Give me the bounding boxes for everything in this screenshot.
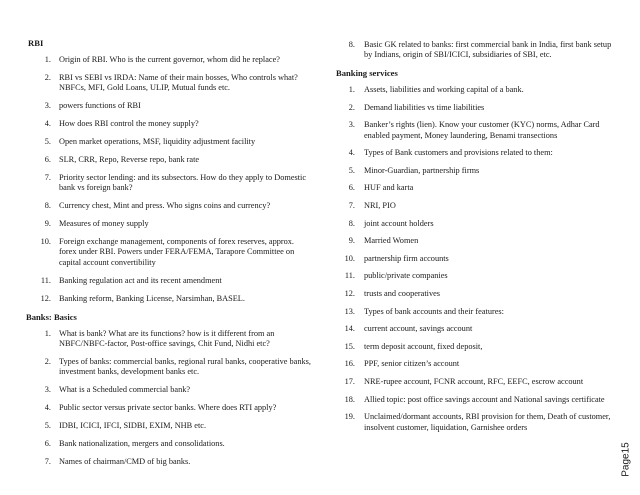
services-item-text: HUF and karta [364,183,414,193]
rbi-item-text: Currency chest, Mint and press. Who signs coins and currency? [59,201,271,211]
services-item-number: 11. [344,271,355,281]
services-item-text: Unclaimed/dormant accounts, RBI provision for them, Death of customer, insolvent customer, liquidation, Garnishee orders [364,412,611,432]
services-item [334,377,614,387]
rbi-item-text: Banking regulation act and its recent amendment [59,275,222,285]
services-item-text: NRI, PIO [364,200,396,210]
rbi-item-number: 5. [44,137,51,147]
rbi-item [28,237,311,268]
rbi-list [28,55,311,304]
rbi-item-number: 9. [44,219,51,229]
left-column [28,38,311,475]
services-item [334,359,614,369]
services-item [334,85,614,95]
rbi-item-number: 8. [44,201,51,211]
services-item [334,289,614,299]
rbi-item-text: SLR, CRR, Repo, Reverse repo, bank rate [59,154,200,164]
services-item-text: term deposit account, fixed deposit, [364,341,483,351]
services-item-number: 3. [348,120,355,130]
services-item [334,183,614,193]
services-item [334,342,614,352]
basics-item-number: 1. [44,328,51,338]
basics-item-number: 3. [44,385,51,395]
services-item-text: Assets, liabilities and working capital of a bank. [364,85,524,94]
services-item-number: 5. [348,165,355,175]
rbi-item-number: 12. [40,293,51,303]
page-number [614,436,638,482]
rbi-item [28,201,311,211]
rbi-item [28,155,311,165]
services-item-number: 16. [344,359,355,369]
basics-item [28,421,311,431]
services-item-number: 2. [348,102,355,112]
basics-item [28,357,311,378]
rbi-item [28,219,311,229]
services-item-number: 19. [344,412,355,422]
services-item [334,166,614,176]
services-item-number: 13. [344,306,355,316]
services-item [334,201,614,211]
basics-item-text: IDBI, ICICI, IFCI, SIDBI, EXIM, NHB etc. [59,420,207,430]
basics-item [28,329,311,350]
services-item-text: trusts and cooperatives [364,288,441,298]
basics-item [28,403,311,413]
services-item-text: Allied topic: post office savings account and National savings certificate [364,394,605,404]
rbi-item [28,276,311,286]
rbi-item-text: Priority sector lending: and its subsectors. How do they apply to Domestic bank vs foreign bank? [59,172,307,193]
services-item-text: joint account holders [364,218,434,228]
services-item-text: Banker’s rights (lien). Know your customer (KYC) norms, Adhar Card enabled payment, Money laundering, Benami transections [364,120,600,140]
banking-services-list [334,85,614,433]
services-item [334,148,614,158]
rbi-item [28,101,311,111]
banks-basics-continued-list [334,40,614,61]
rbi-item-text: Open market operations, MSF, liquidity adjustment facility [59,137,256,147]
rbi-item [28,55,311,65]
services-item-number: 14. [344,324,355,334]
rbi-item-number: 4. [44,119,51,129]
services-item-number: 10. [344,253,355,263]
rbi-item-number: 6. [44,154,51,164]
banks-basics-list [28,329,311,468]
services-item-text: Minor-Guardian, partnership firms [364,165,480,175]
rbi-item [28,294,311,304]
rbi-item-number: 10. [40,236,51,246]
services-item-text: public/private companies [364,271,448,281]
services-item-text: Types of Bank customers and provisions related to them: [364,148,553,158]
services-item-text: Married Women [364,236,419,246]
services-item [334,120,614,141]
page-number-label: Page15 [620,441,632,477]
services-item-number: 9. [348,236,355,246]
services-item [334,236,614,246]
basics-item-text: What is bank? What are its functions? how is it different from an NBFC/NBFC-factor, Post-office savings, Chit Fund, Nidhi etc? [59,328,275,348]
services-item-text: Types of bank accounts and their features: [364,306,504,316]
banks-basics-heading: Banks: Basics [26,311,77,322]
services-item-text: NRE-rupee account, FCNR account, RFC, EEFC, escrow account [364,376,584,386]
services-item-number: 4. [348,148,355,158]
rbi-item-number: 1. [44,55,51,64]
services-item [334,219,614,229]
rbi-item-text: Origin of RBI. Who is the current governor, whom did he replace? [59,55,280,64]
services-item [334,103,614,113]
right-column [334,40,614,440]
rbi-item-number: 7. [44,172,51,182]
rbi-item [28,173,311,194]
services-item [334,324,614,334]
rbi-item-number: 11. [40,275,51,285]
basics-item-text: Bank nationalization, mergers and consolidations. [59,438,225,448]
services-item-number: 8. [348,218,355,228]
services-item [334,254,614,264]
basics-item-number: 4. [44,403,51,413]
basics-item-text: Names of chairman/CMD of big banks. [59,456,191,466]
basics-item [28,385,311,395]
basics-item [28,439,311,449]
basics-continued-item [334,40,614,61]
rbi-item-number: 3. [44,101,51,111]
basics-item-number: 6. [44,438,51,448]
basics-item-number: 5. [44,420,51,430]
services-item-number: 1. [348,85,355,94]
services-item-text: Demand liabilities vs time liabilities [364,102,485,112]
rbi-item-text: powers functions of RBI [59,101,141,111]
rbi-item-number: 2. [44,72,51,82]
basics-item [28,457,311,467]
services-item-text: PPF, senior citizen’s account [364,359,460,369]
basics-continued-item-text: Basic GK related to banks: first commercial bank in India, first bank setup by Indians, origin of SBI/ICICI, subsidiaries of SBI, etc. [364,40,612,60]
services-item-text: current account, savings account [364,324,473,334]
basics-item-text: Types of banks: commercial banks, regional rural banks, cooperative banks, investment banks, development banks etc. [59,356,311,377]
rbi-item [28,137,311,147]
basics-item-text: What is a Scheduled commercial bank? [59,385,191,395]
services-item [334,412,614,433]
services-item-number: 15. [344,341,355,351]
rbi-item-text: Banking reform, Banking License, Narsimhan, BASEL. [59,293,245,303]
rbi-item [28,119,311,129]
basics-item-number: 7. [44,456,51,466]
rbi-item-text: Foreign exchange management, components of forex reserves, approx. forex under RBI. Powers under FERA/FEMA, Tarapore Committee on capital account convertibility [59,236,295,267]
services-item-number: 6. [348,183,355,193]
basics-item-text: Public sector versus private sector banks. Where does RTI apply? [59,403,277,413]
services-item-number: 18. [344,394,355,404]
services-item-number: 7. [348,200,355,210]
services-item-number: 17. [344,376,355,386]
rbi-item-text: How does RBI control the money supply? [59,119,199,129]
services-item-text: partnership firm accounts [364,253,449,263]
rbi-item [28,73,311,94]
basics-item-number: 2. [44,356,51,366]
services-item [334,395,614,405]
rbi-heading: RBI [28,38,44,48]
services-item-number: 12. [344,288,355,298]
services-item [334,307,614,317]
services-item [334,271,614,281]
basics-continued-item-number: 8. [348,40,355,49]
rbi-item-text: RBI vs SEBI vs IRDA: Name of their main bosses, Who controls what? NBFCs, MFI, Gold Loans, ULIP, Mutual funds etc. [59,72,298,93]
banking-services-heading: Banking services [336,68,398,78]
rbi-item-text: Measures of money supply [59,219,149,229]
